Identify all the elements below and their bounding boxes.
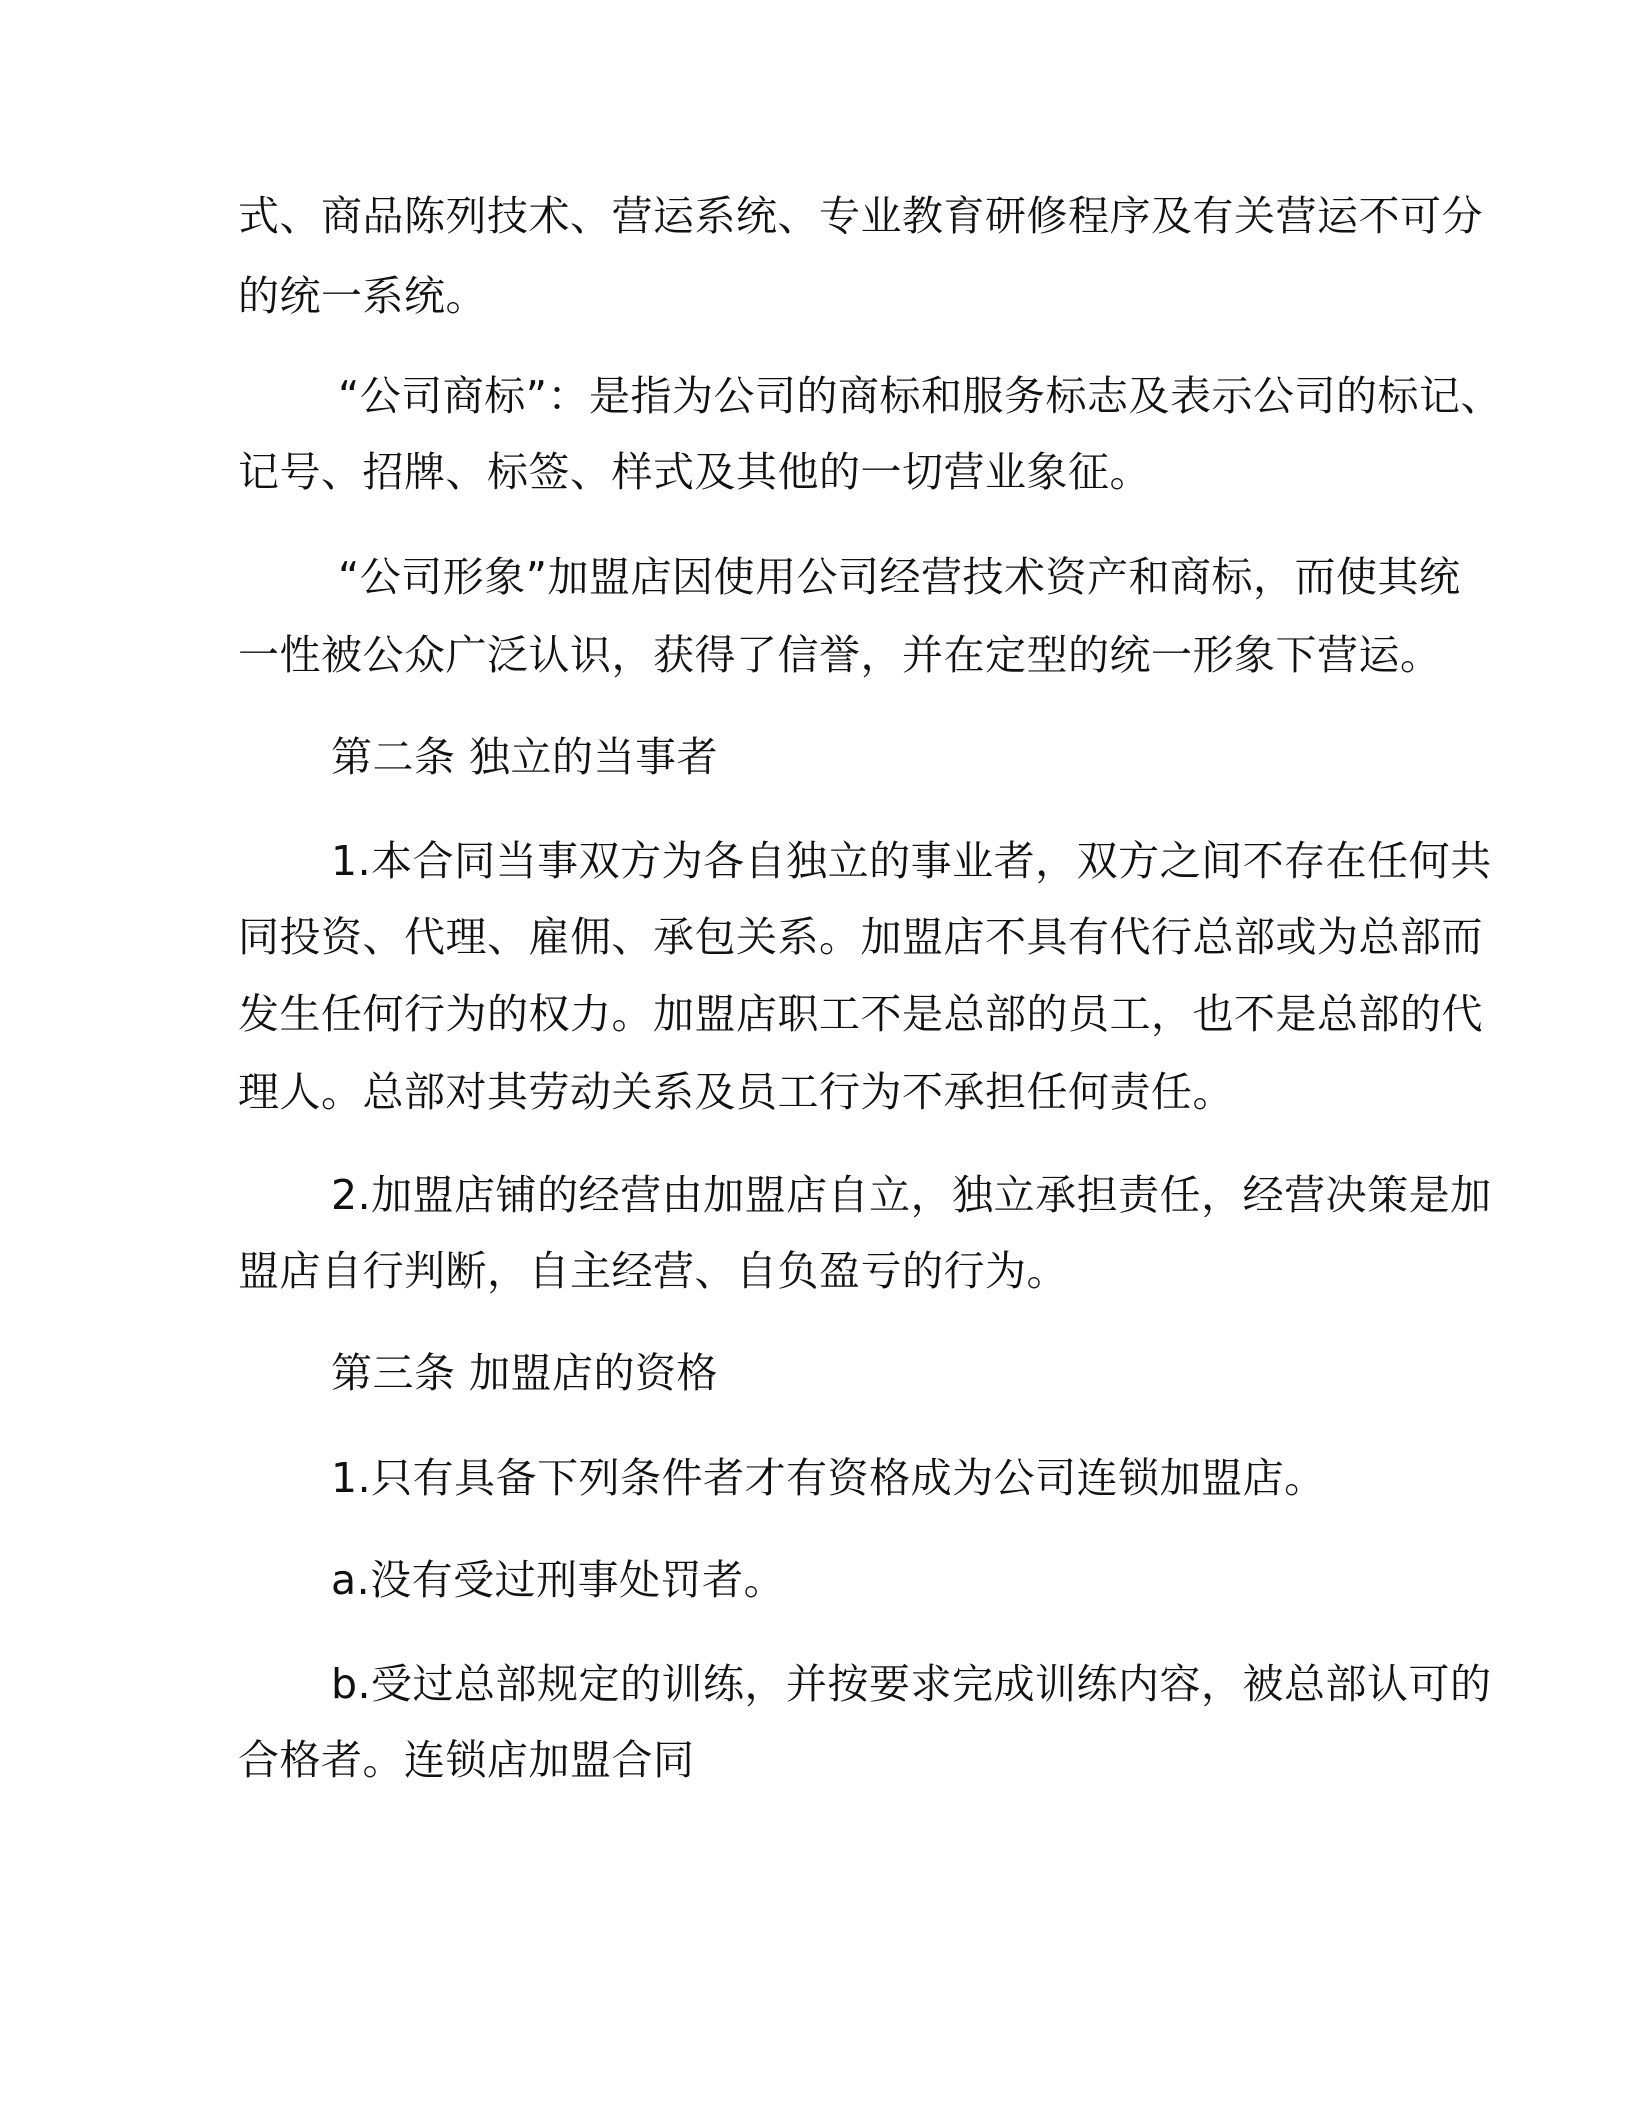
text-line: 理人。总部对其劳动关系及员工行为不承担任何责任。 bbox=[238, 1068, 1234, 1116]
text-line: “公司形象”加盟店因使用公司经营技术资产和商标，而使其统 bbox=[338, 553, 1461, 601]
text-line: 记号、招牌、标签、样式及其他的一切营业象征。 bbox=[238, 448, 1151, 496]
text-line: 的统一系统。 bbox=[238, 272, 487, 320]
text-line: 一性被公众广泛认识，获得了信誉，并在定型的统一形象下营运。 bbox=[238, 631, 1442, 679]
section-heading: 第三条 加盟店的资格 bbox=[331, 1349, 719, 1397]
text-line: 2.加盟店铺的经营由加盟店自立，独立承担责任，经营决策是加 bbox=[331, 1171, 1492, 1219]
text-line: 式、商品陈列技术、营运系统、专业教育研修程序及有关营运不可分 bbox=[238, 192, 1483, 240]
text-line: 发生任何行为的权力。加盟店职工不是总部的员工，也不是总部的代 bbox=[238, 990, 1483, 1038]
section-heading: 第二条 独立的当事者 bbox=[331, 733, 719, 781]
text-line: b.受过总部规定的训练，并按要求完成训练内容，被总部认可的 bbox=[331, 1660, 1492, 1708]
text-line: 同投资、代理、雇佣、承包关系。加盟店不具有代行总部或为总部而 bbox=[238, 913, 1483, 961]
text-line: 1.只有具备下列条件者才有资格成为公司连锁加盟店。 bbox=[331, 1454, 1326, 1502]
text-line: 盟店自行判断，自主经营、自负盈亏的行为。 bbox=[238, 1247, 1068, 1295]
text-line: a.没有受过刑事处罚者。 bbox=[331, 1556, 786, 1604]
text-line: 合格者。连锁店加盟合同 bbox=[238, 1736, 695, 1784]
text-line: 1.本合同当事双方为各自独立的事业者，双方之间不存在任何共 bbox=[331, 837, 1492, 885]
text-line: “公司商标”：是指为公司的商标和服务标志及表示公司的标记、 bbox=[338, 372, 1502, 420]
